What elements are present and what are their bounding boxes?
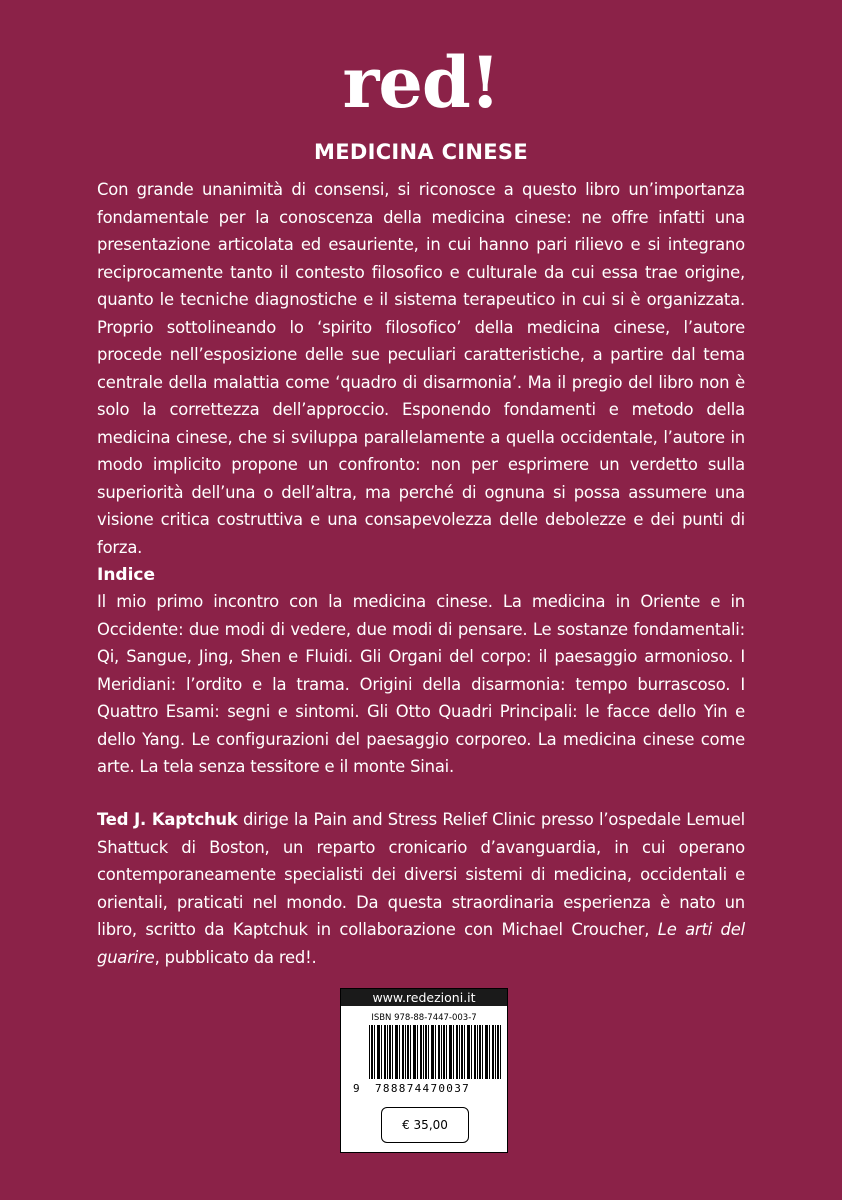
author-bio: [97, 806, 745, 971]
barcode-box: [340, 988, 508, 1153]
price-label: € 35,00: [381, 1107, 469, 1143]
publisher-logo: red!: [342, 41, 500, 124]
website-url: www.redezioni.it: [341, 989, 507, 1006]
ean-first-digit: 9: [353, 1082, 360, 1095]
related-book-title: Le arti del guarire: [97, 920, 745, 967]
isbn-number: ISBN 978-88-7447-003-7: [371, 1013, 477, 1023]
barcode-bars: [369, 1025, 501, 1079]
series-title: MEDICINA CINESE: [314, 140, 528, 164]
author-bio-part1: dirige la Pain and Stress Relief Clinic presso l’ospedale Lemuel Shattuck di Boston, un reparto cronicario d’avanguardia, in cui operano contemporaneamente specialisti dei diversi sistemi di medicina, occidentali e orientali, praticati nel mondo. Da questa straordinaria esperienza è nato un libro, scritto da Kaptchuk in collaborazione con Michael Croucher,: [97, 810, 746, 939]
index-heading: Indice: [97, 565, 156, 585]
index-text: Il mio primo incontro con la medicina cinese. La medicina in Oriente e in Occidente: due modi di vedere, due modi di pensare. Le sostanze fondamentali: Qi, Sangue, Jing, Shen e Fluidi. Gli Organi del corpo: il paesaggio armonioso. I Meridiani: l’ordito e la trama. Origini della disarmonia: tempo burrascoso. I Quattro Esami: segni e sintomi. Gli Otto Quadri Principali: le facce dello Yin e dello Yang. Le configurazioni del paesaggio corporeo. La medicina cinese come arte. La tela senza tessitore e il monte Sinai.: [97, 592, 745, 776]
book-blurb: Con grande unanimità di consensi, si riconosce a questo libro un’importanza fondamentale per la conoscenza della medicina cinese: ne offre infatti una presentazione articolata ed esauriente, in cui hanno pari rilievo e si integrano reciprocamente tanto il contesto filosofico e culturale da cui essa trae origine, quanto le tecniche diagnostiche e il sistema terapeutico in cui si è organizzata. Proprio sottolineando lo ‘spirito filosofico’ della medicina cinese, l’autore procede nell’esposizione delle sue peculiari caratteristiche, a partire dal tema centrale della malattia come ‘quadro di disarmonia’. Ma il pregio del libro non è solo la correttezza dell’approccio. Esponendo fondamenti e metodo della medicina cinese, che si sviluppa parallelamente a quella occidentale, l’autore in modo implicito propone un confronto: non per esprimere un verdetto sulla superiorità dell’una o dell’altra, ma perché di ognuna si possa assumere una visione critica costruttiva e una consapevolezza delle debolezze e dei punti di forza.: [97, 180, 745, 557]
author-bio-part2: , pubblicato da red!.: [154, 947, 317, 967]
ean-digits: 788874470037: [375, 1082, 471, 1095]
author-name: Ted J. Kaptchuk: [97, 810, 238, 829]
